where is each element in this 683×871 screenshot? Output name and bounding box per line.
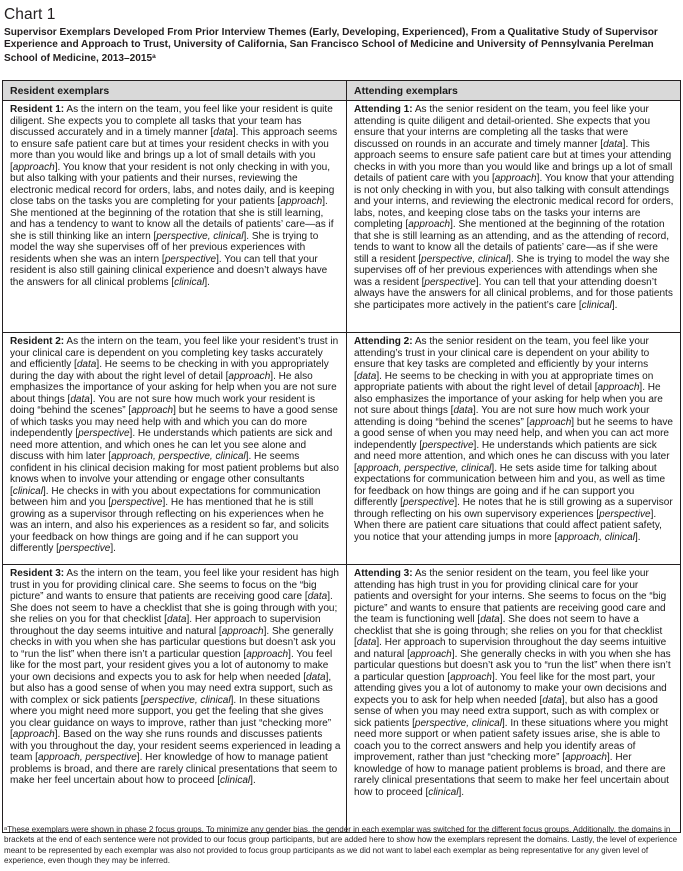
domain-tag: perspective: [164, 253, 217, 265]
resident-1-label: Resident 1:: [10, 104, 65, 115]
domain-tag: data: [603, 138, 623, 150]
resident-3-cell: [3, 565, 347, 833]
header-resident-exemplars: Resident exemplars: [3, 81, 347, 101]
table-row: [3, 333, 681, 565]
domain-tag: approach: [565, 752, 607, 763]
resident-2-cell: [3, 333, 347, 565]
caption-text: Supervisor Exemplars Developed From Prior Interview Themes (Early, Developing, Experienced), From a Qualitative Study of Supervisor Experience and Approach to Trust, University of California, San Francisco School of Medicine and University of Pennsylvania Perelman School of Medicine, 2013–2015: [4, 27, 658, 64]
domain-tag: data: [307, 591, 328, 602]
domain-tag: clinical: [12, 485, 43, 497]
domain-tag: data: [213, 127, 233, 138]
domain-tag: data: [166, 614, 187, 625]
resident-3-label: Resident 3:: [10, 568, 65, 579]
domain-tag: data: [453, 405, 473, 416]
table-row: [3, 101, 681, 333]
domain-tag: approach: [494, 173, 537, 184]
domain-tag: data: [76, 359, 97, 370]
domain-tag: perspective, clinical: [143, 694, 231, 706]
domain-tag: approach: [12, 729, 55, 740]
domain-tag: perspective, clinical: [414, 717, 502, 729]
attending-2-cell: [347, 333, 681, 565]
resident-1-text: As the intern on the team, you feel like your resident is quite diligent. She expects you to complete all tasks that your team has discussed accurately and in a timely manner [data]. This approach seems to ensure safe patient care but at times your resident checks in with you more than you would like and brings up a lot of small details with you [approach]. You know that your resident is not only checking in with you, but also talking with your patients and their nurses, reviewing the electronic medical record for orders, labs, and notes daily, and is keeping close tabs on the tasks you are completing for your patients [approach]. She mentioned at the beginning of the rotation that she is still learning, and has a tendency to want to know all the details of patients’ care—as if she is still thinking like an intern [perspective, clinical]. She is trying to model the way she supervises off of her previous experiences with residents when she was an intern [perspective]. You can tell that your resident is also still gaining clinical experience and doesn’t always have the answers for all clinical problems [clinical].: [10, 104, 338, 288]
domain-tag: clinical: [428, 786, 459, 798]
resident-1-cell: [3, 101, 347, 333]
attending-3-text: As the senior resident on the team, you feel like your attending has high trust in you for providing clinical care for your patients and oversight for your interns. She seems to focus on the “big picture” and wants to ensure that patients are receiving good care and the team is functioning well [data]. She does not seem to have a checklist that she is going through; she relies on you for that checklist [data]. Her approach to supervision throughout the day seems intuitive and natural [approach]. She generally checks in with you when she has particular questions but doesn’t ask you to “run the list” when there isn’t a particular question [approach]. You feel like for the most part, your attending gives you a lot of autonomy to make your own decisions and expects you to ask for help when needed [data], but also has a good sense of when you may need extra support, such as with complex or sick patients [perspective, clinical]. In these situations where you might need more support or when patient safety issues arise, she is able to coach you to the correct answers and help you identify areas of improvement, rather than just “checking more” [approach]. Her knowledge of how to manage patient problems is broad, and there are rarely clinical presentations that seem to make her feel uncertain about how to proceed [clinical].: [354, 568, 671, 798]
domain-tag: approach: [12, 161, 55, 173]
domain-tag: perspective: [111, 497, 163, 508]
attending-1-text: As the senior resident on the team, you feel like your attending is quite diligent and detail-oriented. She expects that you ensure that your interns are completing all the tasks that were discussed on rounds in an accurate and timely manner [data]. This approach seems to ensure safe patient care but at times your attending checks in with you more than you would like and brings up a lot of small details of patient care with you [approach]. You know that your attending is not only checking in with you, but also talking with consult attendings and your interns, and reviewing the electronic medical record for orders, labs, notes, and keeping close tabs on the tasks your interns are completing [approach]. She mentioned at the beginning of the rotation that she is still learning as an attending, and as the attending of record, tends to want to know all the details of patients’ care—as if she were still a resident [perspective, clinical]. She is trying to model the way she supervises off of her previous experiences with attendings when she was a resident [perspective]. You can tell that your attending doesn’t always have the answers for all clinical problems, and for those patients she participates more actively in the patient’s care [clinical].: [354, 104, 675, 311]
domain-tag: data: [356, 637, 377, 648]
table-caption: [4, 27, 676, 65]
attending-3-cell: [347, 565, 681, 833]
domain-tag: clinical: [174, 276, 205, 288]
resident-2-label: Resident 2:: [10, 336, 65, 347]
domain-tag: approach: [228, 370, 271, 382]
resident-2-text: As the intern on the team, you feel like your resident’s trust in your clinical care is dependent on you completing key tasks accurately and efficiently [data]. He seems to be checking in with you appropriately during the day with about the right level of detail [approach]. He also emphasizes the importance of your asking for help when you are not sure about things [data]. You are not sure how much work your resident is doing “behind the scenes” [approach] but he seems to have a good sense of which tasks you may need help with and which you can do more independently [perspective]. He understands which patients are sick and need more attention, and which ones he can let you see alone and discuss with him later [approach, perspective, clinical]. He seems confident in his clinical decision making for most patient problems but also knows when to involve your attending or engage other consultants [clinical]. He checks in with you about expectations for communication between him and you [perspective]. He has mentioned that he is still growing as a supervisor through reflecting on his experiences when he was an intern, and also his experiences as a resident so far, and solicits your feedback on how things are going and if he can support you differently [perspective].: [10, 336, 339, 554]
domain-tag: perspective: [78, 428, 130, 439]
domain-tag: perspective: [424, 276, 476, 288]
footnote-text: These exemplars were shown in phase 2 focus groups. To minimize any gender bias, the gender in each exemplar was switched for the different focus groups. Additionally, the domains in brackets at the end of each sentence were not provided to our focus group participants, but are added here to show how the exemplars represent the domains. Lastly, the level of experience meant to be represented by each exemplar was also not provided to focus group participants as we did not want to label each exemplar as being representative for any given level of experience, even though they may be inferred.: [4, 825, 678, 865]
attending-2-label: Attending 2:: [354, 336, 413, 347]
domain-tag: approach, perspective, clinical: [356, 462, 492, 474]
caption-footnote-mark: a: [152, 53, 156, 60]
domain-tag: perspective: [402, 497, 455, 508]
attending-2-text: As the senior resident on the team, you feel like your attending’s trust in your clinical care is dependent on your ability to ensure that key tasks are completed and efficiently by your interns [data]. He seems to be checking in with you at appropriate times on appropriate patients with about the right level of detail [approach]. He also emphasizes the importance of your asking for help when you are not sure about things [data]. You are not sure how much work your attending is doing “behind the scenes” [approach] but he seems to have a good sense of when you may need help, and when you can act more independently [perspective]. He understands which patients are sick and need more attention, and which ones he can discuss with you later [approach, perspective, clinical]. He sets aside time for talking about expectations for communication between him and you, as well as time for feedback on how things are going and if he can support you differently [perspective]. He notes that he is still growing as a supervisor through reflecting on his own supervisory experiences [perspective]. When there are patient care situations that could affect patient safety, you notice that your attending jumps in more [approach, clinical].: [354, 336, 673, 543]
domain-tag: approach: [280, 196, 323, 207]
header-row: [3, 81, 681, 101]
domain-tag: clinical: [581, 299, 612, 311]
domain-tag: perspective: [422, 439, 474, 451]
footnote-mark: a: [4, 826, 8, 832]
domain-tag: approach: [409, 648, 452, 660]
domain-tag: approach: [408, 219, 451, 230]
domain-tag: approach, perspective, clinical: [111, 451, 246, 462]
domain-tag: perspective, clinical: [156, 230, 244, 242]
attending-3-label: Attending 3:: [354, 568, 413, 579]
domain-tag: clinical: [220, 775, 251, 786]
domain-tag: approach: [529, 416, 572, 428]
domain-tag: approach: [597, 382, 640, 393]
domain-tag: approach, perspective: [37, 752, 137, 763]
domain-tag: data: [542, 694, 562, 706]
attending-1-label: Attending 1:: [354, 104, 413, 115]
table-footnote: [4, 824, 678, 866]
domain-tag: data: [480, 614, 500, 625]
table-row: [3, 565, 681, 833]
domain-tag: approach: [450, 671, 492, 683]
domain-tag: data: [306, 671, 326, 683]
exemplars-table: [2, 80, 681, 833]
attending-1-cell: [347, 101, 681, 333]
domain-tag: data: [70, 393, 90, 405]
domain-tag: data: [356, 370, 377, 382]
chart-label: Chart 1: [4, 6, 56, 23]
domain-tag: approach: [131, 405, 174, 416]
domain-tag: approach, clinical: [557, 531, 635, 543]
domain-tag: perspective: [599, 508, 651, 520]
domain-tag: perspective, clinical: [421, 253, 509, 265]
domain-tag: perspective: [58, 543, 111, 554]
header-attending-exemplars: Attending exemplars: [347, 81, 681, 101]
domain-tag: approach: [246, 648, 289, 660]
domain-tag: approach: [221, 625, 264, 637]
resident-3-text: As the intern on the team, you feel like your resident has high trust in you for providing clinical care. She seems to focus on the “big picture” and wants to ensure that patients are receiving good care [data]. She does not seem to have a checklist that she is going through with you; she relies on you for that checklist [data]. Her approach to supervision throughout the day seems intuitive and natural [approach]. She generally checks in with you when she has particular questions but doesn’t ask you to “run the list” when there isn’t a particular question [approach]. You feel like for the most part, your resident gives you a lot of autonomy to make your own decisions and expects you to ask for help when needed [data], but also has a good sense of when you may need extra support, such as with complex or sick patients [perspective, clinical]. In these situations where you might need more support, you get the feeling that she gives you clear guidance on ways to improve, rather than just “checking more” [approach]. Based on the way she runs rounds and discusses patients with you throughout the day, your resident seems experienced in leading a team [approach, perspective]. Her knowledge of how to manage patient problems is broad, and there are rarely clinical presentations that seem to make her feel uncertain about how to proceed [clinical].: [10, 568, 341, 786]
